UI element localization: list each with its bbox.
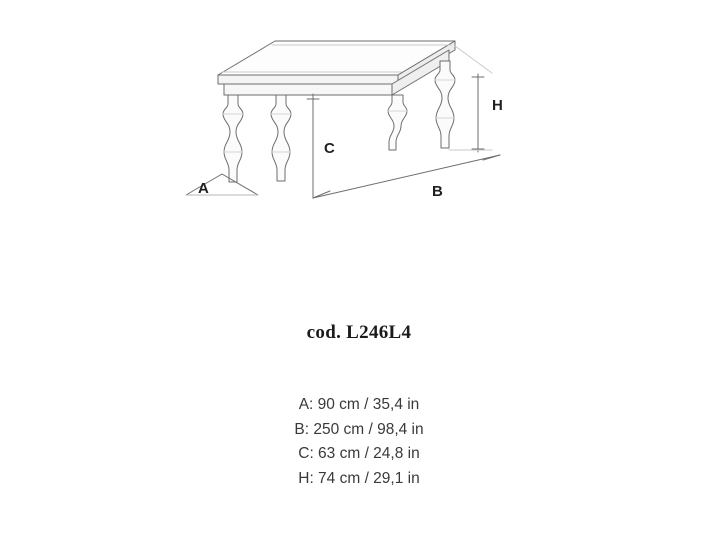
spec-row-b: B: 250 cm / 98,4 in <box>294 420 424 438</box>
table-leg-front-right <box>271 95 291 181</box>
spec-row-c: C: 63 cm / 24,8 in <box>298 445 420 462</box>
spec-row-h: H: 74 cm / 29,1 in <box>298 469 420 487</box>
table-dimension-drawing <box>0 0 718 260</box>
product-code: cod. L246L4 <box>306 322 412 343</box>
dimension-line-H <box>449 46 492 152</box>
dimension-line-A <box>186 174 258 195</box>
dimension-line-B <box>313 155 500 198</box>
table-leg-back-left <box>388 95 407 150</box>
table-leg-front-left <box>223 95 243 182</box>
dimension-spec-list <box>0 393 718 491</box>
dimension-label-A: A <box>198 180 210 197</box>
dimension-label-H: H <box>492 97 504 114</box>
dimension-label-B: B <box>432 183 444 200</box>
spec-row-a: A: 90 cm / 35,4 in <box>298 396 420 413</box>
table-leg-back-right <box>435 61 455 148</box>
dimension-line-C <box>307 94 319 198</box>
dimension-label-C: C <box>324 140 336 157</box>
